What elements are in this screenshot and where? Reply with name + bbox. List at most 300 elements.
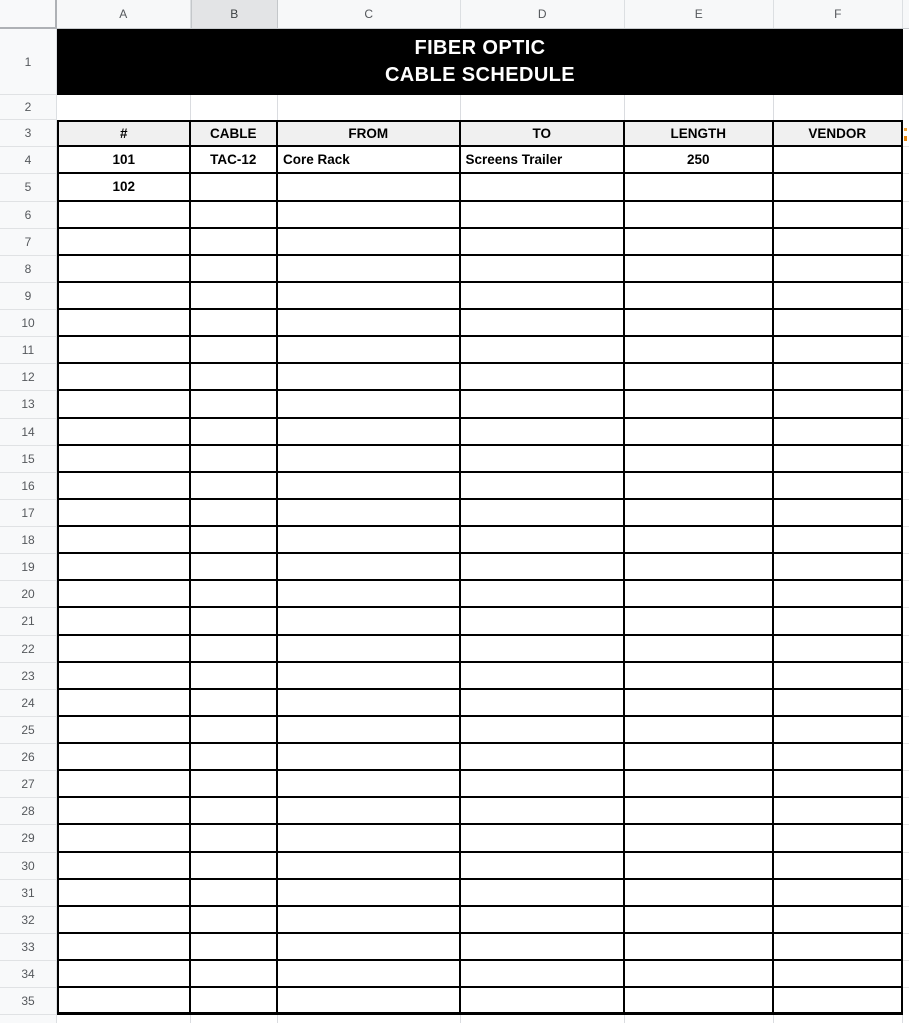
cell-e33[interactable] [625, 934, 774, 961]
cell-c25[interactable] [278, 717, 461, 744]
cell-b9[interactable] [191, 283, 279, 310]
cell-f10[interactable] [774, 310, 904, 337]
cell-d11[interactable] [461, 337, 626, 364]
cell-a33[interactable] [57, 934, 191, 961]
cell-e24[interactable] [625, 690, 774, 717]
cell-a29[interactable] [57, 825, 191, 852]
cell-b13[interactable] [191, 391, 279, 418]
cell-b22[interactable] [191, 636, 279, 663]
cell-e6[interactable] [625, 202, 774, 229]
cell-b31[interactable] [191, 880, 279, 907]
cell-e25[interactable] [625, 717, 774, 744]
cell-f24[interactable] [774, 690, 904, 717]
cell-b30[interactable] [191, 853, 279, 880]
cell-f17[interactable] [774, 500, 904, 527]
cell-d26[interactable] [461, 744, 626, 771]
cell-a19[interactable] [57, 554, 191, 581]
row-header-22[interactable]: 22 [0, 636, 56, 663]
table-row-12 [57, 364, 909, 391]
cell-d20[interactable] [461, 581, 626, 608]
row-header-32[interactable]: 32 [0, 907, 56, 934]
cell-c33[interactable] [278, 934, 461, 961]
cell-d4[interactable]: Screens Trailer [461, 147, 626, 175]
cell-g33-partial[interactable] [903, 934, 909, 961]
cell-f32[interactable] [774, 907, 904, 934]
row-header-34[interactable]: 34 [0, 961, 56, 988]
orange-marker-bottom [904, 136, 907, 141]
cell-b6[interactable] [191, 202, 279, 229]
cell-f30[interactable] [774, 853, 904, 880]
cell-c19[interactable] [278, 554, 461, 581]
cell-c6[interactable] [278, 202, 461, 229]
cell-b17[interactable] [191, 500, 279, 527]
cell-g23-partial[interactable] [903, 663, 909, 690]
row-header-25[interactable]: 25 [0, 717, 56, 744]
cell-d13[interactable] [461, 391, 626, 418]
cell-c32[interactable] [278, 907, 461, 934]
cell-g7-partial[interactable] [903, 229, 909, 256]
row-header-27[interactable]: 27 [0, 771, 56, 798]
row-header-12[interactable]: 12 [0, 364, 56, 391]
row-header-26[interactable]: 26 [0, 744, 56, 771]
row-header-20[interactable]: 20 [0, 581, 56, 608]
cell-e5[interactable] [625, 174, 774, 202]
cell-b19[interactable] [191, 554, 279, 581]
table-row-35 [57, 988, 909, 1015]
row-header-7[interactable]: 7 [0, 229, 56, 256]
cell-g26-partial[interactable] [903, 744, 909, 771]
cell-d12[interactable] [461, 364, 626, 391]
cell-c16[interactable] [278, 473, 461, 500]
cell-a22[interactable] [57, 636, 191, 663]
cell-b34[interactable] [191, 961, 279, 988]
cell-d19[interactable] [461, 554, 626, 581]
cell-c5[interactable] [278, 174, 461, 202]
row-header-2[interactable]: 2 [0, 95, 56, 120]
cell-a27[interactable] [57, 771, 191, 798]
cell-a3[interactable]: # [57, 120, 191, 147]
cell-f28[interactable] [774, 798, 904, 825]
title-row-1 [57, 29, 909, 95]
cell-e35[interactable] [625, 988, 774, 1015]
cell-g35-partial[interactable] [903, 988, 909, 1015]
cell-b5[interactable] [191, 174, 279, 202]
row-header-35[interactable]: 35 [0, 988, 56, 1015]
cell-c20[interactable] [278, 581, 461, 608]
cell-e3[interactable]: LENGTH [625, 120, 774, 147]
cell-g12-partial[interactable] [903, 364, 909, 391]
row-header-partial-36[interactable] [0, 1015, 56, 1023]
cell-f4[interactable] [774, 147, 904, 175]
cell-a30[interactable] [57, 853, 191, 880]
cell-f11[interactable] [774, 337, 904, 364]
cell-b7[interactable] [191, 229, 279, 256]
cell-b12[interactable] [191, 364, 279, 391]
column-header-d[interactable]: D [461, 0, 626, 28]
cell-a11[interactable] [57, 337, 191, 364]
cell-c27[interactable] [278, 771, 461, 798]
cell-a17[interactable] [57, 500, 191, 527]
cell-d35[interactable] [461, 988, 626, 1015]
cell-b16[interactable] [191, 473, 279, 500]
cell-f23[interactable] [774, 663, 904, 690]
cell-a28[interactable] [57, 798, 191, 825]
cell-d7[interactable] [461, 229, 626, 256]
cell-g17-partial[interactable] [903, 500, 909, 527]
cell-g14-partial[interactable] [903, 419, 909, 446]
cell-g25-partial[interactable] [903, 717, 909, 744]
cell-e22[interactable] [625, 636, 774, 663]
cell-c15[interactable] [278, 446, 461, 473]
cell-f6[interactable] [774, 202, 904, 229]
cell-d29[interactable] [461, 825, 626, 852]
cell-e14[interactable] [625, 419, 774, 446]
cell-g6-partial[interactable] [903, 202, 909, 229]
cell-f12[interactable] [774, 364, 904, 391]
cell-e11[interactable] [625, 337, 774, 364]
cell-b27[interactable] [191, 771, 279, 798]
cell-g10-partial[interactable] [903, 310, 909, 337]
cell-b36-partial[interactable] [191, 1015, 279, 1023]
table-row-13 [57, 391, 909, 418]
cell-e27[interactable] [625, 771, 774, 798]
cell-c31[interactable] [278, 880, 461, 907]
cell-g32-partial[interactable] [903, 907, 909, 934]
cell-c14[interactable] [278, 419, 461, 446]
cell-g20-partial[interactable] [903, 581, 909, 608]
table-row-10 [57, 310, 909, 337]
cell-a34[interactable] [57, 961, 191, 988]
cell-d6[interactable] [461, 202, 626, 229]
cell-c10[interactable] [278, 310, 461, 337]
cell-d17[interactable] [461, 500, 626, 527]
cell-b2[interactable] [191, 95, 279, 120]
cell-d22[interactable] [461, 636, 626, 663]
cell-d3[interactable]: TO [461, 120, 626, 147]
cell-a20[interactable] [57, 581, 191, 608]
cell-a13[interactable] [57, 391, 191, 418]
cell-a31[interactable] [57, 880, 191, 907]
cell-d18[interactable] [461, 527, 626, 554]
cell-b14[interactable] [191, 419, 279, 446]
cell-d31[interactable] [461, 880, 626, 907]
cell-a35[interactable] [57, 988, 191, 1015]
cell-f34[interactable] [774, 961, 904, 988]
cell-c4[interactable]: Core Rack [278, 147, 461, 175]
cell-g34-partial[interactable] [903, 961, 909, 988]
cell-e8[interactable] [625, 256, 774, 283]
cell-d10[interactable] [461, 310, 626, 337]
cell-d27[interactable] [461, 771, 626, 798]
cell-a10[interactable] [57, 310, 191, 337]
cell-g27-partial[interactable] [903, 771, 909, 798]
cell-g22-partial[interactable] [903, 636, 909, 663]
cell-a2[interactable] [57, 95, 191, 120]
cell-a5[interactable]: 102 [57, 174, 191, 202]
cell-a36-partial[interactable] [57, 1015, 191, 1023]
cell-f27[interactable] [774, 771, 904, 798]
cell-d2[interactable] [461, 95, 626, 120]
cell-b35[interactable] [191, 988, 279, 1015]
cell-e36-partial[interactable] [625, 1015, 774, 1023]
cell-e17[interactable] [625, 500, 774, 527]
column-header-b[interactable]: B [191, 0, 279, 28]
cell-d25[interactable] [461, 717, 626, 744]
cell-c35[interactable] [278, 988, 461, 1015]
cell-c29[interactable] [278, 825, 461, 852]
cell-g19-partial[interactable] [903, 554, 909, 581]
table-row-7 [57, 229, 909, 256]
row-header-17[interactable]: 17 [0, 500, 56, 527]
select-all-corner[interactable] [0, 0, 57, 29]
row-header-8[interactable]: 8 [0, 256, 56, 283]
cell-b21[interactable] [191, 608, 279, 635]
cell-f15[interactable] [774, 446, 904, 473]
cell-c8[interactable] [278, 256, 461, 283]
cell-a8[interactable] [57, 256, 191, 283]
cell-b11[interactable] [191, 337, 279, 364]
row-header-14[interactable]: 14 [0, 419, 56, 446]
cell-d23[interactable] [461, 663, 626, 690]
cell-g30-partial[interactable] [903, 853, 909, 880]
cell-c18[interactable] [278, 527, 461, 554]
cell-b18[interactable] [191, 527, 279, 554]
row-header-4[interactable]: 4 [0, 147, 56, 175]
cell-f14[interactable] [774, 419, 904, 446]
cell-d30[interactable] [461, 853, 626, 880]
cell-c11[interactable] [278, 337, 461, 364]
cell-f31[interactable] [774, 880, 904, 907]
row-header-19[interactable]: 19 [0, 554, 56, 581]
cell-f2[interactable] [774, 95, 904, 120]
row-header-24[interactable]: 24 [0, 690, 56, 717]
cell-d33[interactable] [461, 934, 626, 961]
cell-a4[interactable]: 101 [57, 147, 191, 175]
cell-b25[interactable] [191, 717, 279, 744]
cell-d15[interactable] [461, 446, 626, 473]
row-header-23[interactable]: 23 [0, 663, 56, 690]
cell-g28-partial[interactable] [903, 798, 909, 825]
column-header-f[interactable]: F [774, 0, 904, 28]
cell-f19[interactable] [774, 554, 904, 581]
cell-f16[interactable] [774, 473, 904, 500]
cell-f29[interactable] [774, 825, 904, 852]
cell-e26[interactable] [625, 744, 774, 771]
cell-b10[interactable] [191, 310, 279, 337]
cell-c12[interactable] [278, 364, 461, 391]
cell-c26[interactable] [278, 744, 461, 771]
cell-d34[interactable] [461, 961, 626, 988]
cell-a14[interactable] [57, 419, 191, 446]
row-header-21[interactable]: 21 [0, 608, 56, 635]
cell-c30[interactable] [278, 853, 461, 880]
cell-d32[interactable] [461, 907, 626, 934]
cell-f25[interactable] [774, 717, 904, 744]
cell-g31-partial[interactable] [903, 880, 909, 907]
cell-b20[interactable] [191, 581, 279, 608]
cell-e32[interactable] [625, 907, 774, 934]
cell-d28[interactable] [461, 798, 626, 825]
cell-f20[interactable] [774, 581, 904, 608]
cell-e34[interactable] [625, 961, 774, 988]
cell-g13-partial[interactable] [903, 391, 909, 418]
row-header-11[interactable]: 11 [0, 337, 56, 364]
cell-e12[interactable] [625, 364, 774, 391]
cell-b32[interactable] [191, 907, 279, 934]
cell-d36-partial[interactable] [461, 1015, 626, 1023]
title-banner-cell[interactable] [57, 29, 903, 95]
cell-g5-partial[interactable] [903, 174, 909, 202]
column-header-partial-g[interactable] [903, 0, 909, 28]
table-row-20 [57, 581, 909, 608]
cell-a15[interactable] [57, 446, 191, 473]
cell-d9[interactable] [461, 283, 626, 310]
cell-d5[interactable] [461, 174, 626, 202]
cell-f35[interactable] [774, 988, 904, 1015]
row-header-28[interactable]: 28 [0, 798, 56, 825]
cell-b4[interactable]: TAC-12 [191, 147, 279, 175]
row-header-15[interactable]: 15 [0, 446, 56, 473]
cell-c9[interactable] [278, 283, 461, 310]
row-header-1[interactable]: 1 [0, 29, 56, 95]
column-header-e[interactable]: E [625, 0, 774, 28]
cell-g4-partial[interactable] [903, 147, 909, 175]
cell-e9[interactable] [625, 283, 774, 310]
column-header-a[interactable]: A [57, 0, 191, 28]
cell-f8[interactable] [774, 256, 904, 283]
cell-b15[interactable] [191, 446, 279, 473]
row-header-5[interactable]: 5 [0, 174, 56, 202]
cell-e7[interactable] [625, 229, 774, 256]
column-header-c[interactable]: C [278, 0, 461, 28]
cell-a6[interactable] [57, 202, 191, 229]
row-header-33[interactable]: 33 [0, 934, 56, 961]
cell-c3[interactable]: FROM [278, 120, 461, 147]
cell-a16[interactable] [57, 473, 191, 500]
cell-a25[interactable] [57, 717, 191, 744]
partial-cell-g1[interactable] [903, 29, 909, 95]
cell-e28[interactable] [625, 798, 774, 825]
cell-a23[interactable] [57, 663, 191, 690]
cell-c7[interactable] [278, 229, 461, 256]
cell-e20[interactable] [625, 581, 774, 608]
cell-f9[interactable] [774, 283, 904, 310]
cell-c28[interactable] [278, 798, 461, 825]
row-header-10[interactable]: 10 [0, 310, 56, 337]
cell-g24-partial[interactable] [903, 690, 909, 717]
cell-f3[interactable]: VENDOR [774, 120, 904, 147]
row-header-31[interactable]: 31 [0, 880, 56, 907]
cell-d14[interactable] [461, 419, 626, 446]
row-header-13[interactable]: 13 [0, 391, 56, 418]
cell-b33[interactable] [191, 934, 279, 961]
cell-e31[interactable] [625, 880, 774, 907]
cell-g8-partial[interactable] [903, 256, 909, 283]
row-header-16[interactable]: 16 [0, 473, 56, 500]
row-header-9[interactable]: 9 [0, 283, 56, 310]
cell-c2[interactable] [278, 95, 461, 120]
cell-d16[interactable] [461, 473, 626, 500]
cell-g18-partial[interactable] [903, 527, 909, 554]
cell-e4[interactable]: 250 [625, 147, 774, 175]
cell-e30[interactable] [625, 853, 774, 880]
cell-g11-partial[interactable] [903, 337, 909, 364]
cell-g29-partial[interactable] [903, 825, 909, 852]
cell-c17[interactable] [278, 500, 461, 527]
cell-a21[interactable] [57, 608, 191, 635]
cell-f13[interactable] [774, 391, 904, 418]
cell-a12[interactable] [57, 364, 191, 391]
cell-a7[interactable] [57, 229, 191, 256]
cell-b8[interactable] [191, 256, 279, 283]
cell-a26[interactable] [57, 744, 191, 771]
cell-e23[interactable] [625, 663, 774, 690]
cell-b29[interactable] [191, 825, 279, 852]
cell-d21[interactable] [461, 608, 626, 635]
cell-c24[interactable] [278, 690, 461, 717]
cell-g3-partial[interactable] [903, 120, 909, 147]
row-header-6[interactable]: 6 [0, 202, 56, 229]
cell-a24[interactable] [57, 690, 191, 717]
cell-a18[interactable] [57, 527, 191, 554]
cell-g2-partial[interactable] [903, 95, 909, 120]
cell-c23[interactable] [278, 663, 461, 690]
cell-c13[interactable] [278, 391, 461, 418]
cell-e18[interactable] [625, 527, 774, 554]
table-row-5 [57, 174, 909, 202]
row-header-3[interactable]: 3 [0, 120, 56, 147]
cell-e21[interactable] [625, 608, 774, 635]
cell-f18[interactable] [774, 527, 904, 554]
cell-g9-partial[interactable] [903, 283, 909, 310]
cell-b28[interactable] [191, 798, 279, 825]
row-header-18[interactable]: 18 [0, 527, 56, 554]
cell-a9[interactable] [57, 283, 191, 310]
cell-b3[interactable]: CABLE [191, 120, 279, 147]
cell-b26[interactable] [191, 744, 279, 771]
cell-c36-partial[interactable] [278, 1015, 461, 1023]
cell-d24[interactable] [461, 690, 626, 717]
row-header-30[interactable]: 30 [0, 853, 56, 880]
cell-f22[interactable] [774, 636, 904, 663]
cell-g16-partial[interactable] [903, 473, 909, 500]
cell-e16[interactable] [625, 473, 774, 500]
cell-c22[interactable] [278, 636, 461, 663]
cell-e13[interactable] [625, 391, 774, 418]
cell-f26[interactable] [774, 744, 904, 771]
cell-c21[interactable] [278, 608, 461, 635]
cell-e2[interactable] [625, 95, 774, 120]
cell-c34[interactable] [278, 961, 461, 988]
cell-b24[interactable] [191, 690, 279, 717]
cell-f5[interactable] [774, 174, 904, 202]
title-line-2: CABLE SCHEDULE [384, 64, 576, 86]
cell-f33[interactable] [774, 934, 904, 961]
cell-f36-partial[interactable] [774, 1015, 904, 1023]
cell-g15-partial[interactable] [903, 446, 909, 473]
row-header-29[interactable]: 29 [0, 825, 56, 852]
cell-e19[interactable] [625, 554, 774, 581]
cell-b23[interactable] [191, 663, 279, 690]
cell-e29[interactable] [625, 825, 774, 852]
cell-e10[interactable] [625, 310, 774, 337]
cell-g21-partial[interactable] [903, 608, 909, 635]
cell-f7[interactable] [774, 229, 904, 256]
cell-f21[interactable] [774, 608, 904, 635]
cell-d8[interactable] [461, 256, 626, 283]
cell-a32[interactable] [57, 907, 191, 934]
cell-e15[interactable] [625, 446, 774, 473]
